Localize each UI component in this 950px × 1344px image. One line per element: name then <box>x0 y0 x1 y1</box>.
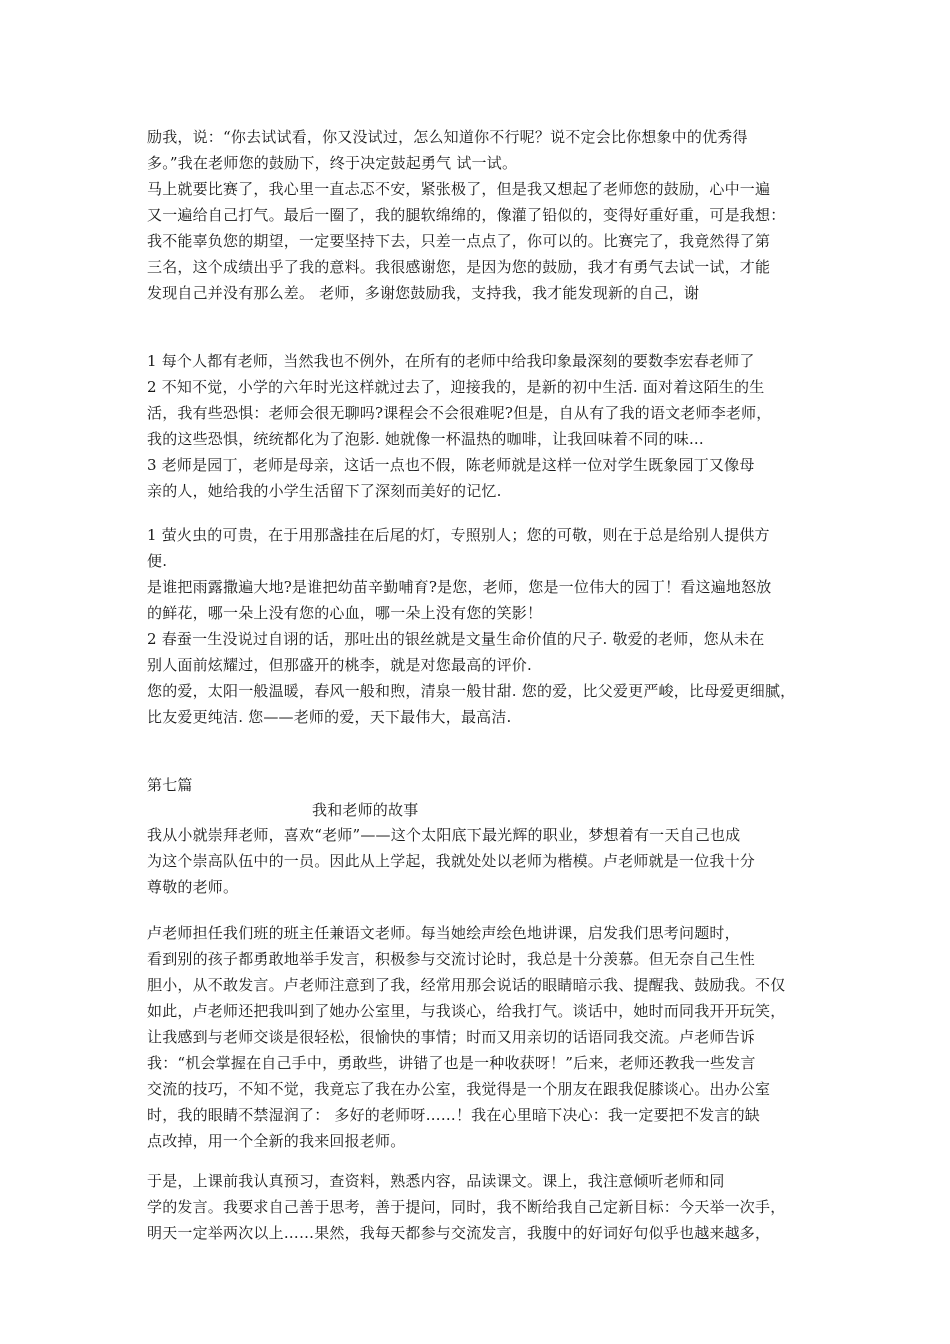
section-heading: 第七篇 <box>147 776 193 794</box>
paragraph-line: 马上就要比赛了，我心里一直忐忑不安，紧张极了，但是我又想起了老师您的鼓励，心中一遍 <box>147 180 771 198</box>
paragraph-line: 我不能辜负您的期望，一定要坚持下去，只差一点点了，你可以的。比赛完了，我竟然得了第 <box>147 232 771 250</box>
paragraph-line: 卢老师担任我们班的班主任兼语文老师。每当她绘声绘色地讲课，启发我们思考问题时， <box>147 924 740 942</box>
paragraph-line: 您的爱，太阳一般温暖，春风一般和煦，清泉一般甘甜. 您的爱，比父爱更严峻，比母爱更细腻， <box>147 682 796 700</box>
paragraph-line: 别人面前炫耀过，但那盛开的桃李，就是对您最高的评价. <box>147 656 532 674</box>
paragraph-line: 亲的人，她给我的小学生活留下了深刻而美好的记忆. <box>147 482 502 500</box>
paragraph-line: 让我感到与老师交谈是很轻松，很愉快的事情；时而又用亲切的话语同我交流。卢老师告诉 <box>147 1028 756 1046</box>
paragraph-line: 交流的技巧，不知不觉，我竟忘了我在办公室，我觉得是一个朋友在跟我促膝谈心。出办公室 <box>147 1080 771 1098</box>
paragraph-line: 三名，这个成绩出乎了我的意料。我很感谢您，是因为您的鼓励，我才有勇气去试一试，才能 <box>147 258 771 276</box>
paragraph-line: 明天一定举两次以上……果然，我每天都参与交流发言，我腹中的好词好句似乎也越来越多， <box>147 1224 771 1242</box>
paragraph-line: 励我，说：“你去试试看，你又没试过，怎么知道你不行呢？说不定会比你想象中的优秀得 <box>147 128 748 146</box>
paragraph-line: 胆小，从不敢发言。卢老师注意到了我，经常用那会说话的眼睛暗示我、提醒我、鼓励我。不仅 <box>147 976 786 994</box>
article-title: 我和老师的故事 <box>312 801 419 819</box>
paragraph-line: 如此，卢老师还把我叫到了她办公室里，与我谈心，给我打气。谈话中，她时而同我开开玩笑， <box>147 1002 786 1020</box>
paragraph-line: 多。”我在老师您的鼓励下，终于决定鼓起勇气 试一试。 <box>147 154 518 172</box>
paragraph-line: 尊敬的老师。 <box>147 878 239 896</box>
paragraph-line: 2 春蚕一生没说过自诩的话，那吐出的银丝就是文量生命价值的尺子. 敬爱的老师，您从未在 <box>147 630 765 648</box>
paragraph-line: 的鲜花，哪一朵上没有您的心血，哪一朵上没有您的笑影！ <box>147 604 543 622</box>
paragraph-line: 看到别的孩子都勇敢地举手发言，积极参与交流讨论时，我总是十分羡慕。但无奈自己生性 <box>147 950 756 968</box>
paragraph-line: 又一遍给自己打气。最后一圈了，我的腿软绵绵的，像灌了铅似的，变得好重好重，可是我想： <box>147 206 786 224</box>
paragraph-line: 我从小就崇拜老师，喜欢“老师”——这个太阳底下最光辉的职业，梦想着有一天自己也成 <box>147 826 741 844</box>
paragraph-line: 活，我有些恐惧：老师会很无聊吗?课程会不会很难呢?但是，自从有了我的语文老师李老师， <box>147 404 772 422</box>
paragraph-line: 便. <box>147 552 168 570</box>
paragraph-line: 3 老师是园丁，老师是母亲，这话一点也不假，陈老师就是这样一位对学生既象园丁又像母 <box>147 456 755 474</box>
paragraph-line: 1 萤火虫的可贵，在于用那盏挂在后尾的灯，专照别人；您的可敬，则在于总是给别人提供方 <box>147 526 770 544</box>
paragraph-line: 点改掉，用一个全新的我来回报老师。 <box>147 1132 406 1150</box>
paragraph-line: 比友爱更纯洁. 您——老师的爱，天下最伟大，最高洁. <box>147 708 512 726</box>
paragraph-line: 我的这些恐惧，统统都化为了泡影. 她就像一杯温热的咖啡，让我回味着不同的味... <box>147 430 704 448</box>
paragraph-line: 我：“机会掌握在自己手中，勇敢些，讲错了也是一种收获呀！”后来，老师还教我一些发言 <box>147 1054 756 1072</box>
paragraph-line: 2 不知不觉，小学的六年时光这样就过去了，迎接我的，是新的初中生活. 面对着这陌生的生 <box>147 378 765 396</box>
paragraph-line: 为这个崇高队伍中的一员。因此从上学起，我就处处以老师为楷模。卢老师就是一位我十分 <box>147 852 756 870</box>
paragraph-line: 发现自己并没有那么差。 老师，多谢您鼓励我，支持我，我才能发现新的自己，谢 <box>147 284 700 302</box>
paragraph-line: 于是，上课前我认真预习，查资料，熟悉内容，品读课文。课上，我注意倾听老师和同 <box>147 1172 725 1190</box>
paragraph-line: 学的发言。我要求自己善于思考，善于提问，同时，我不断给我自己定新目标：今天举一次手， <box>147 1198 786 1216</box>
paragraph-line: 时，我的眼睛不禁湿润了： 多好的老师呀……！我在心里暗下决心：我一定要把不发言的缺 <box>147 1106 760 1124</box>
paragraph-line: 1 每个人都有老师，当然我也不例外，在所有的老师中给我印象最深刻的要数李宏春老师了 <box>147 352 755 370</box>
paragraph-line: 是谁把雨露撒遍大地?是谁把幼苗辛勤哺育?是您，老师，您是一位伟大的园丁！看这遍地怒放 <box>147 578 772 596</box>
